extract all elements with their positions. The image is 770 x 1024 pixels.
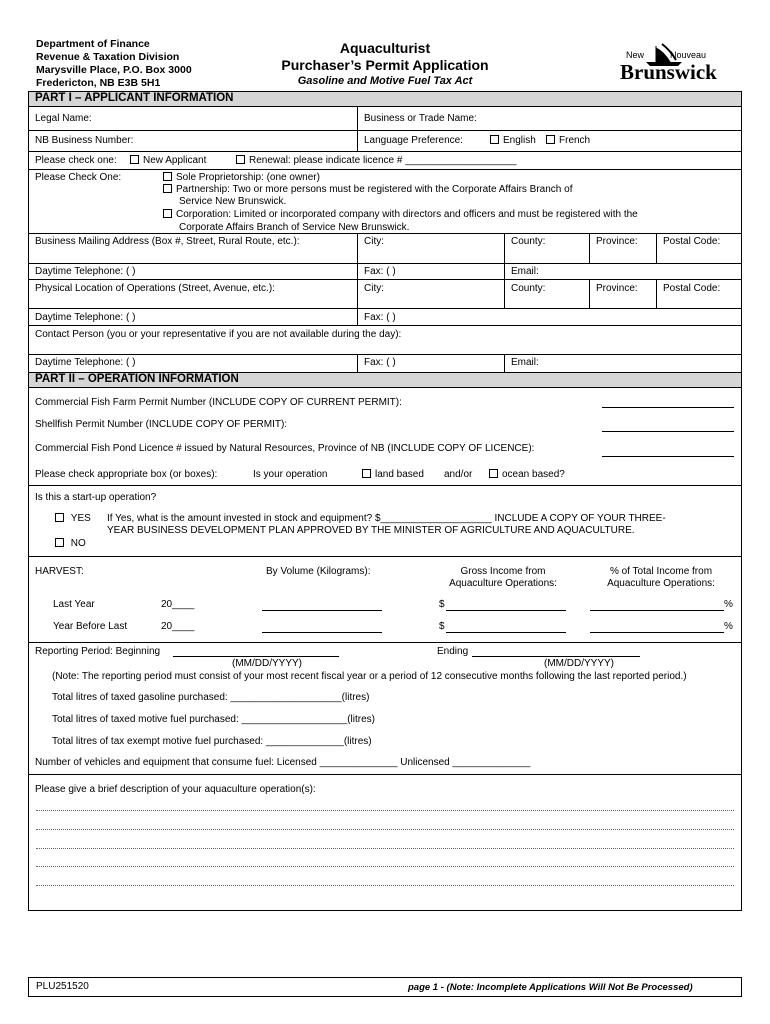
pct-income-header-2: Aquaculture Operations: — [607, 578, 715, 589]
province-field[interactable]: Province: — [596, 236, 638, 247]
daytime-telephone-field[interactable]: Daytime Telephone: ( ) — [35, 312, 136, 323]
email-field[interactable]: Email: — [511, 357, 539, 368]
fax-field[interactable]: Fax: ( ) — [364, 266, 396, 277]
checkbox-icon — [546, 135, 555, 144]
nb-business-number-field[interactable]: NB Business Number: — [35, 135, 134, 146]
city-field[interactable]: City: — [364, 283, 384, 294]
checkbox-icon — [55, 538, 64, 547]
dollar-sign: $ — [439, 621, 445, 632]
fish-farm-permit-input[interactable] — [602, 407, 734, 408]
form-title-line1: Aquaculturist — [339, 40, 431, 56]
please-check-one-label: Please check one: — [35, 155, 117, 166]
land-based-checkbox[interactable]: land based — [362, 469, 424, 480]
fish-pond-licence-label: Commercial Fish Pond Licence # issued by Natural Resources, Province of NB (INCLUDE COPY OF LICENCE): — [35, 443, 535, 454]
description-label: Please give a brief description of your aquaculture operation(s): — [35, 784, 316, 795]
checkbox-icon — [236, 155, 245, 164]
language-preference-label: Language Preference: — [364, 135, 463, 146]
postal-code-field[interactable]: Postal Code: — [663, 283, 721, 294]
period-end-input[interactable] — [472, 656, 640, 657]
description-line[interactable] — [36, 848, 734, 849]
trade-name-field[interactable]: Business or Trade Name: — [364, 113, 477, 124]
legal-name-field[interactable]: Legal Name: — [35, 113, 92, 124]
begin-date-format: (MM/DD/YYYY) — [232, 658, 302, 669]
exempt-motive-fuel-field[interactable]: Total litres of tax exempt motive fuel purchased: ______________(litres) — [52, 736, 372, 747]
checkbox-icon — [130, 155, 139, 164]
email-field[interactable]: Email: — [511, 266, 539, 277]
page-note: page 1 - (Note: Incomplete Applications Will Not Be Processed) — [408, 982, 693, 993]
dept-line: Fredericton, NB E3B 5H1 — [36, 77, 161, 89]
sole-proprietorship-checkbox[interactable]: Sole Proprietorship: (one owner) — [163, 172, 320, 183]
pct-sign: % — [724, 621, 733, 632]
corporation-note: Corporate Affairs Branch of Service New Brunswick. — [179, 222, 410, 233]
vehicles-count-field[interactable]: Number of vehicles and equipment that consume fuel: Licensed ______________ Unlicensed ______________ — [35, 757, 531, 768]
ocean-based-checkbox[interactable]: ocean based? — [489, 469, 565, 480]
part2-heading: PART II – OPERATION INFORMATION — [28, 372, 742, 388]
daytime-telephone-field[interactable]: Daytime Telephone: ( ) — [35, 357, 136, 368]
province-field[interactable]: Province: — [596, 283, 638, 294]
daytime-telephone-field[interactable]: Daytime Telephone: ( ) — [35, 266, 136, 277]
dept-line: Marysville Place, P.O. Box 3000 — [36, 64, 192, 76]
reporting-period-note: (Note: The reporting period must consist of your most recent fiscal year or a period of 12 consecutive months following the last reported period.) — [52, 671, 687, 682]
county-field[interactable]: County: — [511, 283, 546, 294]
physical-location-field[interactable]: Physical Location of Operations (Street, Avenue, etc.): — [35, 283, 275, 294]
partnership-checkbox[interactable]: Partnership: Two or more persons must be registered with the Corporate Affairs Branch of — [163, 184, 573, 195]
year-before-pct-input[interactable] — [590, 632, 724, 633]
description-line[interactable] — [36, 810, 734, 811]
is-your-operation-label: Is your operation — [253, 469, 328, 480]
postal-code-field[interactable]: Postal Code: — [663, 236, 721, 247]
city-field[interactable]: City: — [364, 236, 384, 247]
investment-amount-field[interactable]: If Yes, what is the amount invested in stock and equipment? $____________________ INCLUDE A COPY OF YOUR THREE- — [107, 513, 666, 524]
startup-question: Is this a start-up operation? — [35, 492, 157, 503]
ending-label: Ending — [437, 646, 469, 657]
by-volume-header: By Volume (Kilograms): — [266, 566, 371, 577]
and-or-label: and/or — [444, 469, 473, 480]
checkbox-icon — [490, 135, 499, 144]
description-line[interactable] — [36, 829, 734, 830]
year-before-volume-input[interactable] — [262, 632, 382, 633]
description-line[interactable] — [36, 885, 734, 886]
dept-line: Revenue & Taxation Division — [36, 51, 180, 63]
dollar-sign: $ — [439, 599, 445, 610]
last-year-field[interactable]: 20____ — [161, 599, 195, 610]
description-line[interactable] — [36, 866, 734, 867]
french-checkbox[interactable]: French — [546, 135, 590, 146]
checkbox-icon — [163, 209, 172, 218]
new-applicant-checkbox[interactable]: New Applicant — [130, 155, 206, 166]
business-plan-note: YEAR BUSINESS DEVELOPMENT PLAN APPROVED BY THE MINISTER OF AGRICULTURE AND AQUACULTURE. — [107, 525, 635, 536]
partnership-note: Service New Brunswick. — [179, 196, 287, 207]
part1-heading: PART I – APPLICANT INFORMATION — [28, 91, 742, 107]
taxed-gasoline-field[interactable]: Total litres of taxed gasoline purchased: ____________________(litres) — [52, 692, 370, 703]
renewal-checkbox[interactable]: Renewal: please indicate licence # ____________________ — [236, 155, 516, 166]
taxed-motive-fuel-field[interactable]: Total litres of taxed motive fuel purchased: ___________________(litres) — [52, 714, 375, 725]
last-year-gross-input[interactable] — [446, 610, 566, 611]
form-subtitle: Gasoline and Motive Fuel Tax Act — [297, 75, 473, 87]
logo-brunswick: Brunswick — [620, 60, 717, 84]
year-before-field[interactable]: 20____ — [161, 621, 195, 632]
fish-farm-permit-label: Commercial Fish Farm Permit Number (INCLUDE COPY OF CURRENT PERMIT): — [35, 397, 402, 408]
mailing-address-field[interactable]: Business Mailing Address (Box #, Street, Rural Route, etc.): — [35, 236, 300, 247]
last-year-pct-input[interactable] — [590, 610, 724, 611]
corporation-checkbox[interactable]: Corporation: Limited or incorporated company with directors and officers and must be registered with the — [163, 209, 638, 220]
check-appropriate-label: Please check appropriate box (or boxes): — [35, 469, 218, 480]
period-begin-input[interactable] — [173, 656, 339, 657]
last-year-volume-input[interactable] — [262, 610, 382, 611]
nb-logo — [612, 42, 732, 88]
startup-yes-checkbox[interactable]: YES — [55, 513, 91, 524]
logo-nouveau: Nouveau — [670, 50, 707, 60]
last-year-label: Last Year — [53, 599, 95, 610]
business-type-label: Please Check One: — [35, 172, 122, 183]
checkbox-icon — [163, 172, 172, 181]
english-checkbox[interactable]: English — [490, 135, 536, 146]
end-date-format: (MM/DD/YYYY) — [544, 658, 614, 669]
form-title-line2: Purchaser’s Permit Application — [281, 57, 489, 73]
startup-no-checkbox[interactable]: NO — [55, 538, 86, 549]
checkbox-icon — [163, 184, 172, 193]
dept-line: Department of Finance — [36, 38, 150, 50]
contact-person-field[interactable]: Contact Person (you or your representative if you are not available during the day): — [35, 329, 402, 340]
fax-field[interactable]: Fax: ( ) — [364, 312, 396, 323]
checkbox-icon — [489, 469, 498, 478]
year-before-label: Year Before Last — [53, 621, 128, 632]
shellfish-permit-label: Shellfish Permit Number (INCLUDE COPY OF PERMIT): — [35, 419, 288, 430]
logo-new: New — [626, 50, 645, 60]
checkbox-icon — [362, 469, 371, 478]
harvest-label: HARVEST: — [35, 566, 84, 577]
shellfish-permit-input[interactable] — [602, 431, 734, 432]
pct-income-header-1: % of Total Income from — [609, 566, 713, 577]
form-code: PLU251520 — [36, 981, 89, 992]
county-field[interactable]: County: — [511, 236, 546, 247]
department-address — [36, 38, 192, 90]
reporting-period-label: Reporting Period: Beginning — [35, 646, 161, 657]
gross-income-header-2: Aquaculture Operations: — [449, 578, 557, 589]
gross-income-header-1: Gross Income from — [460, 566, 546, 577]
fish-pond-licence-input[interactable] — [602, 456, 734, 457]
pct-sign: % — [724, 599, 733, 610]
checkbox-icon — [55, 513, 64, 522]
year-before-gross-input[interactable] — [446, 632, 566, 633]
fax-field[interactable]: Fax: ( ) — [364, 357, 396, 368]
